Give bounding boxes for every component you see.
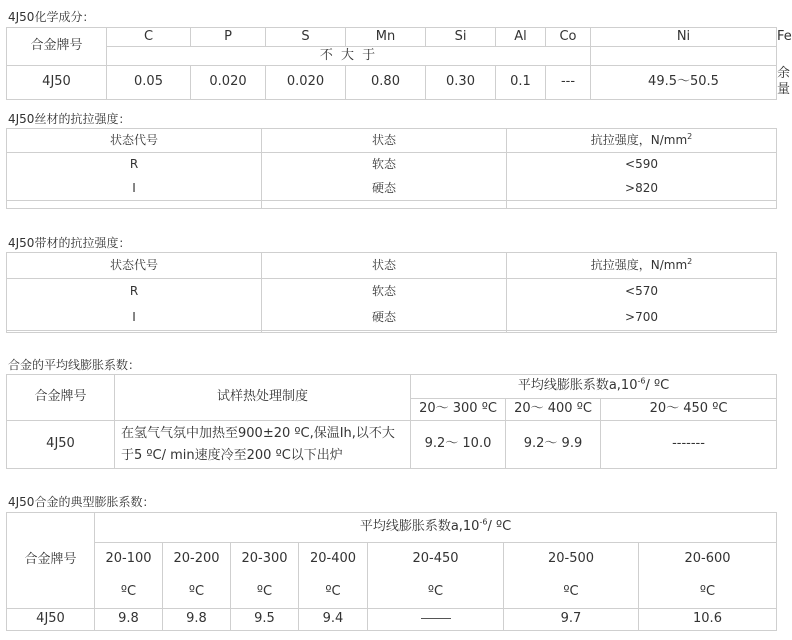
treatment-value: 在氢气气氛中加热至900±20 ºC,保温Ih,以不大 于5 ºC/ min速度冷至200 ºC以下出炉 bbox=[115, 421, 411, 469]
coefficient-header: 平均线膨胀系数$a,10^{-6}/$ ºC bbox=[411, 375, 777, 399]
grade-header: 合金牌号 bbox=[7, 513, 95, 609]
treatment-header: 试样热处理制度 bbox=[115, 375, 411, 421]
value-600: 10.6 bbox=[639, 609, 777, 631]
state: 硬态 bbox=[262, 305, 507, 331]
strength: <570 bbox=[507, 279, 777, 305]
strength-header: 抗拉强度，$N/mm^2$ bbox=[507, 129, 777, 153]
range-300: 20-300 ºC bbox=[231, 543, 299, 609]
range-600: 20-600 ºC bbox=[639, 543, 777, 609]
value-450: ------- bbox=[601, 421, 777, 469]
value-si: 0.30 bbox=[426, 66, 496, 100]
range-400: 20-400 ºC bbox=[299, 543, 368, 609]
grade-value: 4J50 bbox=[7, 66, 107, 100]
value-400: 9.2～ 9.9 bbox=[506, 421, 601, 469]
range-500: 20-500 ºC bbox=[504, 543, 639, 609]
section4-caption: 合金的平均线膨胀系数： bbox=[8, 358, 141, 372]
dash-mark bbox=[421, 618, 451, 619]
element-si: Si bbox=[426, 28, 496, 47]
value-300: 9.5 bbox=[231, 609, 299, 631]
state-code-header: 状态代号 bbox=[7, 253, 262, 279]
empty-cell bbox=[591, 47, 777, 66]
value-c: 0.05 bbox=[107, 66, 191, 100]
grade-header: 合金牌号 bbox=[7, 375, 115, 421]
range-450: 20～ 450 ºC bbox=[601, 399, 777, 421]
element-ni: Ni bbox=[591, 28, 777, 47]
section2-caption: 4J50丝材的抗拉强度： bbox=[8, 112, 131, 126]
value-p: 0.020 bbox=[191, 66, 266, 100]
range-200: 20-200 ºC bbox=[163, 543, 231, 609]
not-greater-label: 不 大 于 bbox=[107, 47, 591, 66]
typical-expansion-table bbox=[6, 512, 777, 631]
section1-caption: 4J50化学成分： bbox=[8, 10, 95, 24]
value-ni: 49.5～50.5 bbox=[591, 66, 777, 100]
value-100: 9.8 bbox=[95, 609, 163, 631]
strength: <590 bbox=[507, 153, 777, 177]
element-p: P bbox=[191, 28, 266, 47]
state: 软态 bbox=[262, 279, 507, 305]
element-mn: Mn bbox=[346, 28, 426, 47]
strength: >820 bbox=[507, 177, 777, 201]
element-co: Co bbox=[546, 28, 591, 47]
strip-strength-table bbox=[6, 252, 777, 333]
value-300: 9.2～ 10.0 bbox=[411, 421, 506, 469]
value-500: 9.7 bbox=[504, 609, 639, 631]
mean-expansion-table bbox=[6, 374, 777, 469]
state-header: 状态 bbox=[262, 129, 507, 153]
section3-caption: 4J50带材的抗拉强度： bbox=[8, 236, 131, 250]
state-code-header: 状态代号 bbox=[7, 129, 262, 153]
composition-table: 合金牌号 C P S Mn Si Al Co Ni Fe 不 大 于 4J50 0.05 0.020 0.020 0.80 0.30 0.1 --- 49.5～50.5 余量 bbox=[6, 27, 777, 100]
element-s: S bbox=[266, 28, 346, 47]
state-code: R bbox=[7, 153, 262, 177]
wire-strength-table bbox=[6, 128, 777, 209]
range-100: 20-100 ºC bbox=[95, 543, 163, 609]
state: 硬态 bbox=[262, 177, 507, 201]
state-code: I bbox=[7, 177, 262, 201]
coefficient-header: 平均线膨胀系数$a,10^{-6}/$ ºC bbox=[95, 513, 777, 543]
state: 软态 bbox=[262, 153, 507, 177]
state-header: 状态 bbox=[262, 253, 507, 279]
value-al: 0.1 bbox=[496, 66, 546, 100]
grade-value: 4J50 bbox=[7, 609, 95, 631]
value-200: 9.8 bbox=[163, 609, 231, 631]
strength: >700 bbox=[507, 305, 777, 331]
range-450: 20-450 ºC bbox=[368, 543, 504, 609]
state-code: I bbox=[7, 305, 262, 331]
value-450 bbox=[368, 609, 504, 631]
range-300: 20～ 300 ºC bbox=[411, 399, 506, 421]
value-s: 0.020 bbox=[266, 66, 346, 100]
element-c: C bbox=[107, 28, 191, 47]
strength-header: 抗拉强度，$N/mm^2$ bbox=[507, 253, 777, 279]
state-code: R bbox=[7, 279, 262, 305]
grade-value: 4J50 bbox=[7, 421, 115, 469]
section5-caption: 4J50合金的典型膨胀系数： bbox=[8, 495, 155, 509]
grade-header: 合金牌号 bbox=[7, 28, 107, 66]
value-400: 9.4 bbox=[299, 609, 368, 631]
range-400: 20～ 400 ºC bbox=[506, 399, 601, 421]
value-mn: 0.80 bbox=[346, 66, 426, 100]
value-co: --- bbox=[546, 66, 591, 100]
element-al: Al bbox=[496, 28, 546, 47]
